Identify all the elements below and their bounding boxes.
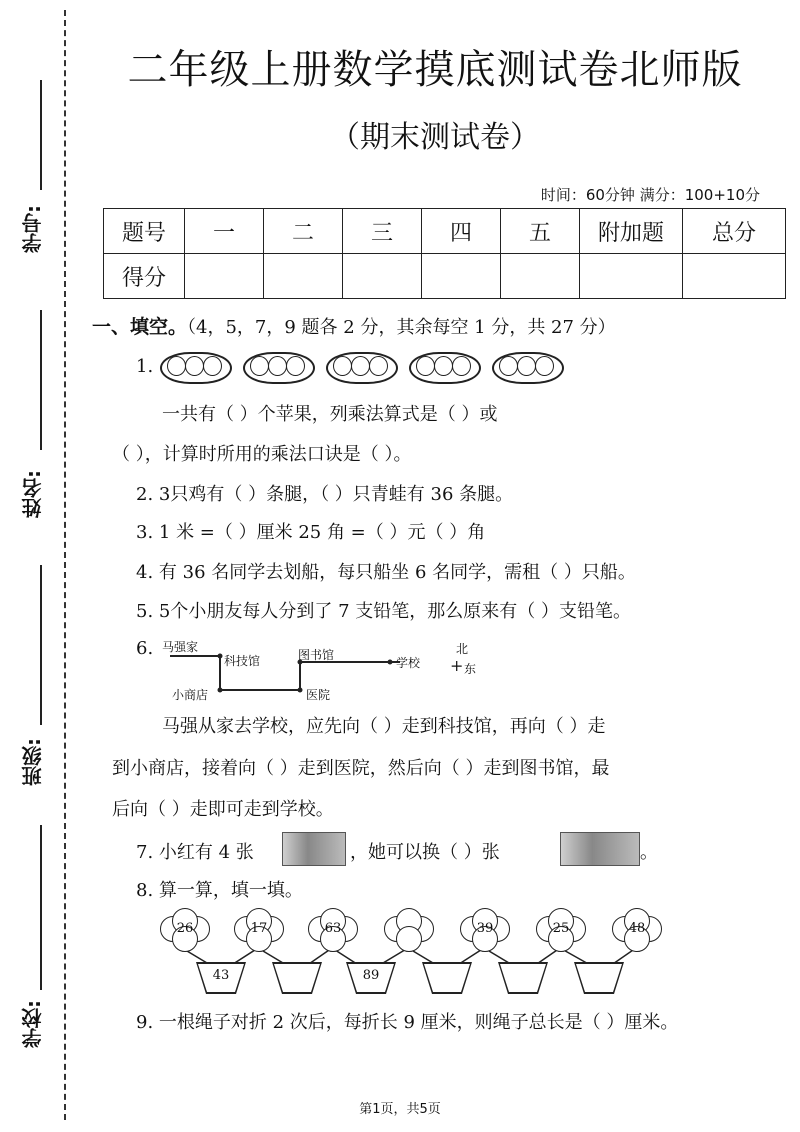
apple-plate: [409, 352, 481, 384]
pot[interactable]: [422, 962, 472, 996]
route-map: [160, 640, 490, 710]
map-school-label: 学校: [396, 656, 421, 670]
flower-number: 48: [628, 921, 646, 936]
time-info: 时间：60分钟 满分：100+10分: [540, 186, 760, 204]
pot: [196, 962, 246, 996]
binding-dashed-line: [64, 10, 66, 1120]
score-input-cell[interactable]: [683, 254, 786, 299]
map-home-label: 马强家: [162, 640, 199, 654]
q5-text: 5. 5个小朋友每人分到了 7 支铅笔，那么原来有（ ）支铅笔。: [136, 601, 631, 622]
score-header-cell: 四: [422, 209, 501, 254]
score-header-cell: 一: [185, 209, 264, 254]
student-id-label: 学号:: [21, 205, 45, 253]
compass-east-label: 东: [464, 662, 477, 676]
score-header-cell: 二: [264, 209, 343, 254]
q7-text-a: 7. 小红有 4 张: [136, 842, 254, 863]
score-header-row: [104, 209, 786, 254]
banknote-10-image: [282, 832, 346, 866]
class-line: [40, 565, 42, 725]
q8-text: 8. 算一算，填一填。: [136, 880, 303, 901]
map-shop-label: 小商店: [172, 688, 209, 702]
score-header-cell: 题号: [104, 209, 185, 254]
section-note: （4，5，7，9 题各 2 分，其余每空 1 分，共 27 分）: [187, 317, 616, 338]
compass-north-label: 北: [456, 642, 469, 656]
map-library-label: 图书馆: [298, 648, 335, 662]
q6-line1: 马强从家去学校，应先向（ ）走到科技馆，再向（ ）走: [162, 716, 606, 737]
pot[interactable]: [574, 962, 624, 996]
school-line: [40, 825, 42, 990]
map-hospital-label: 医院: [306, 688, 331, 702]
score-row-label: 得分: [104, 254, 185, 299]
pot-number: 43: [212, 968, 230, 983]
q9-text: 9. 一根绳子对折 2 次后，每折长 9 厘米，则绳子总长是（ ）厘米。: [136, 1012, 679, 1033]
apple-plate: [492, 352, 564, 384]
banknote-image: [560, 832, 640, 866]
q7-text-b: ，她可以换（ ）张: [350, 842, 500, 863]
flower-number: 17: [250, 921, 268, 936]
name-line: [40, 310, 42, 450]
page-footer: 第1页，共5页: [359, 1102, 441, 1117]
q6-line3: 后向（ ）走即可走到学校。: [112, 799, 334, 820]
score-input-cell[interactable]: [501, 254, 580, 299]
q6-line2: 到小商店，接着向（ ）走到医院，然后向（ ）走到图书馆，最: [112, 758, 610, 779]
score-header-cell: 五: [501, 209, 580, 254]
flower: [536, 908, 586, 952]
flower: [384, 908, 434, 952]
q1-line1: 一共有（ ）个苹果，列乘法算式是（ ）或: [162, 404, 498, 425]
q7-text-c: 。: [640, 842, 658, 863]
score-input-cell[interactable]: [580, 254, 683, 299]
flower-pot-puzzle: [160, 908, 670, 996]
q3-text: 3. 1 米 =（ ）厘米 25 角 =（ ）元（ ）角: [136, 522, 486, 543]
pot-number: 89: [362, 968, 380, 983]
flower-number-blank[interactable]: [394, 916, 424, 942]
flower-number: 39: [476, 921, 494, 936]
pot[interactable]: [272, 962, 322, 996]
q2-text: 2. 3只鸡有（ ）条腿，（ ）只青蛙有 36 条腿。: [136, 484, 514, 505]
school-label: 学校:: [21, 1000, 45, 1048]
flower: [460, 908, 510, 952]
flower-number: 25: [552, 921, 570, 936]
score-input-cell[interactable]: [264, 254, 343, 299]
compass-cross: +: [450, 656, 464, 675]
q1-number: 1.: [136, 356, 154, 377]
flower: [160, 908, 210, 952]
flower: [234, 908, 284, 952]
score-value-row: [104, 254, 786, 299]
class-label: 班级:: [21, 738, 45, 786]
section-title: 一、填空。: [92, 316, 188, 338]
q4-text: 4. 有 36 名同学去划船，每只船坐 6 名同学，需租（ ）只船。: [136, 562, 636, 583]
apple-plate: [243, 352, 315, 384]
flower-number: 26: [176, 921, 194, 936]
page-title: 二年级上册数学摸底测试卷北师版: [127, 47, 743, 93]
score-input-cell[interactable]: [185, 254, 264, 299]
apple-plates-illustration: [160, 352, 570, 388]
student-id-line: [40, 80, 42, 190]
flower: [308, 908, 358, 952]
apple-plate: [326, 352, 398, 384]
score-header-cell: 附加题: [580, 209, 683, 254]
pot: [346, 962, 396, 996]
page-subtitle: （期末测试卷）: [330, 120, 540, 155]
map-tech-label: 科技馆: [224, 654, 261, 668]
flower-number: 63: [324, 921, 342, 936]
q6-number: 6.: [136, 638, 154, 659]
score-header-cell: 总分: [683, 209, 786, 254]
score-input-cell[interactable]: [422, 254, 501, 299]
q1-line2: （ ），计算时所用的乘法口诀是（ ）。: [112, 444, 412, 465]
score-header-cell: 三: [343, 209, 422, 254]
score-input-cell[interactable]: [343, 254, 422, 299]
pot[interactable]: [498, 962, 548, 996]
section-heading: [92, 312, 616, 339]
apple-plate: [160, 352, 232, 384]
flower: [612, 908, 662, 952]
score-table: [103, 208, 786, 299]
name-label: 姓名:: [21, 470, 45, 518]
